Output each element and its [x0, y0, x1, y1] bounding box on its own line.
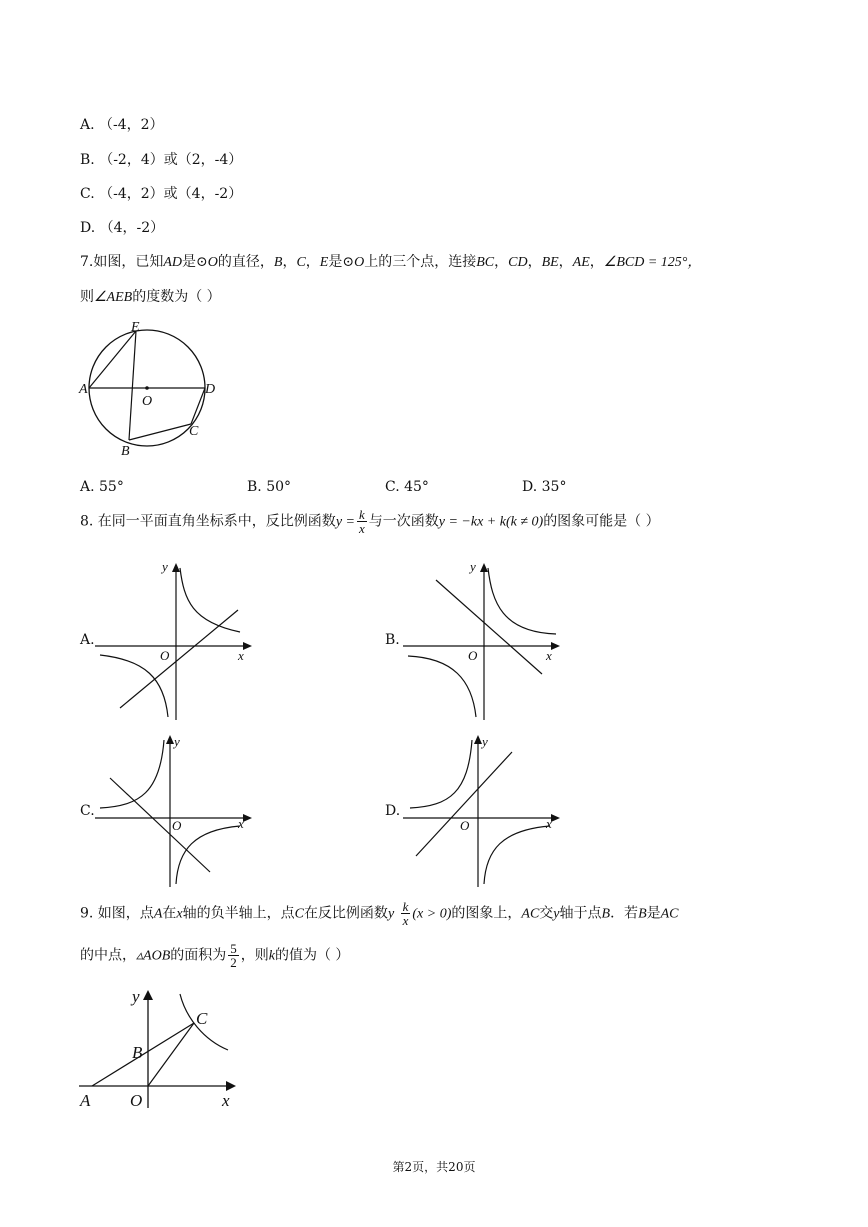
svg-text:O: O: [160, 648, 170, 663]
q7-option-b: B. 50°: [247, 479, 292, 495]
page-footer: 第2页，共20页: [392, 1160, 476, 1174]
svg-text:x: x: [238, 816, 244, 831]
q9-label-c: C: [196, 1009, 208, 1028]
svg-text:y: y: [174, 734, 180, 749]
q7-label-d: D: [205, 382, 216, 397]
q8-option-b-letter: B.: [385, 632, 400, 648]
q7-option-d: D. 35°: [522, 479, 567, 495]
svg-text:O: O: [468, 648, 478, 663]
q9-stem-line1: 9. 如图，点A在x轴的负半轴上，点C在反比例函数y $\frac{k}{x}$ (x > 0)的图象上，AC交y轴于点B．若B是AC: [80, 899, 679, 928]
q9-label-o: O: [130, 1091, 143, 1110]
q7-stem-line2: 则∠AEB的度数为（ ）: [80, 289, 221, 305]
q8-option-a-letter: A.: [80, 632, 95, 648]
svg-text:y: y: [470, 560, 476, 574]
q9-label-b: B: [132, 1043, 143, 1062]
svg-text:y: y: [482, 734, 488, 749]
q6-option-b: B. （-2，4）或（2，-4）: [80, 152, 243, 168]
q9-label-y: y: [132, 987, 140, 1006]
q8-graph-a: [90, 560, 260, 725]
q9-label-x: x: [222, 1091, 230, 1110]
q7-stem-line1: 7.如图，已知AD是⊙O的直径，B，C，E是⊙O上的三个点，连接BC，CD，BE，AE，∠BCD = 125°，: [80, 254, 702, 270]
q8-graph-d: [398, 732, 568, 892]
svg-text:x: x: [238, 648, 244, 663]
svg-text:x: x: [546, 816, 552, 831]
q8-graph-c: [90, 732, 260, 892]
q7-label-a: A: [79, 382, 88, 397]
q8-graph-b: [398, 560, 568, 725]
svg-text:O: O: [172, 818, 182, 833]
q7-option-a: A. 55°: [80, 479, 124, 495]
q6-option-c: C. （-4，2）或（4，-2）: [80, 186, 243, 202]
q7-label-b: B: [121, 444, 130, 458]
q9-figure: [74, 982, 244, 1112]
svg-text:y: y: [162, 560, 168, 574]
q8-option-c-letter: C.: [80, 803, 95, 819]
q8-stem: 8. 在同一平面直角坐标系中，反比例函数y = $\frac{k}{x}$ 与一次函数y = −kx + k(k ≠ 0)的图象可能是（ ）: [80, 507, 660, 536]
q7-option-c: C. 45°: [385, 479, 429, 495]
q6-option-a: A. （-4，2）: [80, 117, 164, 133]
q8-option-d-letter: D.: [385, 803, 401, 819]
q7-label-e: E: [131, 320, 140, 335]
q7-circle-figure: [74, 316, 224, 458]
svg-text:O: O: [460, 818, 470, 833]
q9-label-a: A: [80, 1091, 91, 1110]
q7-label-c: C: [189, 424, 199, 439]
svg-text:x: x: [546, 648, 552, 663]
q9-stem-line2: 的中点，▵AOB的面积为 $\frac{5}{2}$ ，则k的值为（ ）: [80, 941, 350, 970]
q6-option-d: D. （4，-2）: [80, 220, 165, 236]
q7-label-o: O: [142, 394, 153, 409]
